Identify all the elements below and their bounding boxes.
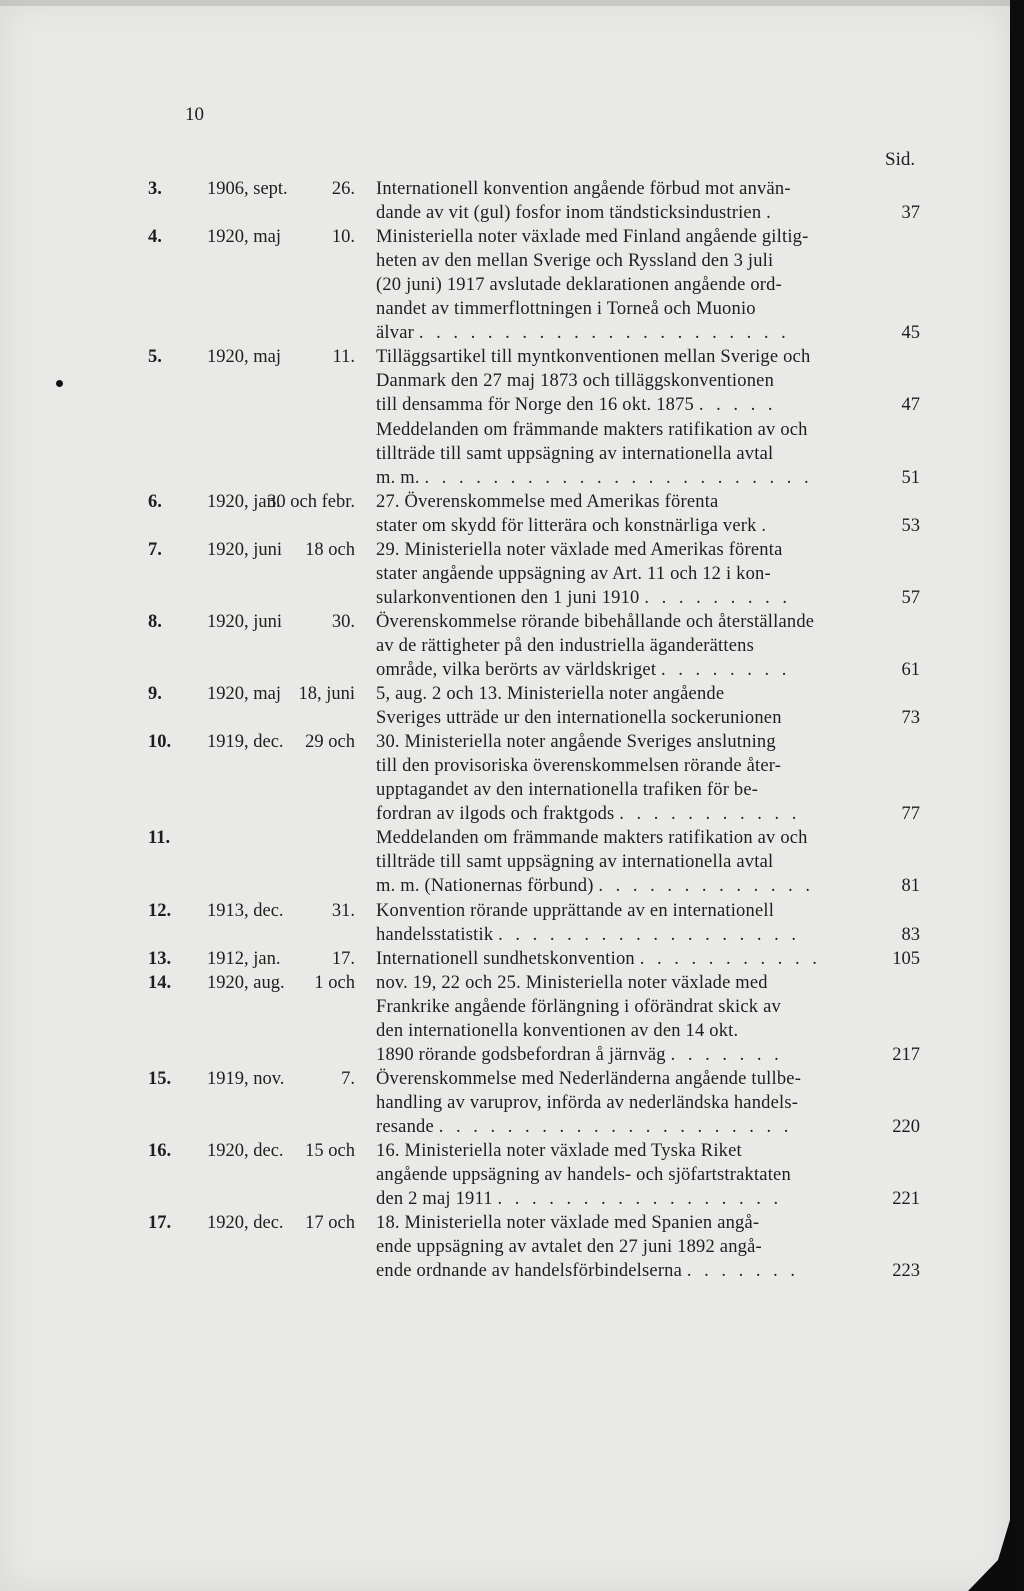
entry-number: 13. — [148, 949, 172, 969]
entry-text — [376, 1163, 791, 1187]
entry-date-day: 7. — [341, 1069, 355, 1089]
toc-line — [0, 1211, 1010, 1235]
entry-date-day: 11. — [332, 347, 355, 367]
entry-date: 1919, nov. — [207, 1069, 285, 1089]
entry-number: 16. — [148, 1141, 172, 1161]
entry-text-content: älvar — [376, 323, 414, 343]
entry-number: 12. — [148, 901, 172, 921]
entry-text-content: heten av den mellan Sverige och Ryssland den 3 juli — [376, 251, 774, 271]
entry-text-content: upptagandet av den internationella trafiken för be- — [376, 780, 759, 800]
entry-date-day: 10. — [331, 227, 355, 247]
toc-line — [0, 321, 1010, 345]
entry-text — [376, 273, 782, 297]
entry-date-day: 29 och — [305, 732, 355, 752]
entry-date: 1912, jan. — [207, 949, 281, 969]
entry-text — [376, 321, 790, 345]
toc-line — [0, 562, 1010, 586]
leader-dots: . . . . . . . . . . . . . — [598, 876, 815, 896]
toc-line — [0, 1115, 1010, 1139]
entry-text — [376, 778, 758, 802]
toc-line — [0, 1259, 1010, 1283]
entry-text — [376, 490, 718, 514]
entry-text-content: 30. Ministeriella noter angående Sveriges anslutning — [376, 732, 776, 752]
toc-line — [0, 706, 1010, 730]
toc-line — [0, 369, 1010, 393]
toc-line — [0, 418, 1010, 442]
entry-text-content: till densamma för Norge den 16 okt. 1875 — [376, 395, 694, 415]
entry-text — [376, 682, 724, 706]
entry-number: 7. — [148, 540, 162, 560]
toc-line — [0, 778, 1010, 802]
entry-text — [376, 345, 810, 369]
entry-text — [376, 442, 773, 466]
entry-page-ref: 217 — [892, 1045, 920, 1065]
entry-date-day: 26. — [331, 179, 355, 199]
entry-text-content: Frankrike angående förlängning i oförändrat skick av — [376, 997, 781, 1017]
entry-text — [376, 947, 821, 971]
entry-text-content: Meddelanden om främmande makters ratifikation av och — [376, 828, 808, 848]
entry-text-content: 29. Ministeriella noter växlade med Amerikas förenta — [376, 540, 783, 560]
entry-text-content: 5, aug. 2 och 13. Ministeriella noter angående — [376, 684, 725, 704]
leader-dots: . . . . . . . . . . . . . . . . . — [497, 1189, 783, 1209]
entry-text-content: resande — [376, 1117, 434, 1137]
toc-line — [0, 995, 1010, 1019]
entry-date-day: 1 och — [314, 973, 355, 993]
entry-date-day: 30 och febr. — [267, 492, 355, 512]
toc-line — [0, 586, 1010, 610]
entry-text-content: Internationell sundhetskonvention — [376, 949, 635, 969]
entry-text — [376, 514, 766, 538]
entry-text-content: Sveriges utträde ur den internationella sockerunionen — [376, 708, 782, 728]
toc-line — [0, 514, 1010, 538]
toc-line — [0, 345, 1010, 369]
entry-text — [376, 418, 808, 442]
entry-number: 8. — [148, 612, 162, 632]
entry-text-content: Meddelanden om främmande makters ratifikation av och — [376, 420, 808, 440]
entry-date: 1920, juni — [207, 612, 283, 632]
entry-number: 4. — [148, 227, 162, 247]
leader-dots: . . . . . . . — [686, 1261, 800, 1281]
entry-date: 1920, maj — [207, 227, 281, 247]
entry-text — [376, 1259, 799, 1283]
toc-line — [0, 466, 1010, 490]
page-number: 10 — [185, 104, 204, 125]
entry-date: 1920, aug. — [207, 973, 285, 993]
entry-page-ref: 220 — [892, 1117, 920, 1137]
entry-number: 17. — [148, 1213, 172, 1233]
entry-number: 9. — [148, 684, 162, 704]
toc-line — [0, 947, 1010, 971]
entry-text-content: 27. Överenskommelse med Amerikas förenta — [376, 492, 719, 512]
toc-line — [0, 634, 1010, 658]
entry-date: 1920, juni — [207, 540, 283, 560]
entry-number: 11. — [148, 828, 171, 848]
entry-text — [376, 826, 808, 850]
entry-page-ref: 73 — [901, 708, 920, 728]
toc-line — [0, 1067, 1010, 1091]
entry-number: 15. — [148, 1069, 172, 1089]
entry-text-content: stater om skydd för litterära och konstnärliga verk . — [376, 516, 767, 536]
entry-page-ref: 61 — [901, 660, 920, 680]
entry-page-ref: 57 — [901, 588, 920, 608]
entry-date-day: 18 och — [305, 540, 355, 560]
leader-dots: . . . . . . . . . . . — [639, 949, 821, 969]
entry-date-day: 31. — [331, 901, 355, 921]
toc-line — [0, 923, 1010, 947]
entry-page-ref: 105 — [892, 949, 920, 969]
entry-text-content: tillträde till samt uppsägning av internationella avtal — [376, 444, 774, 464]
leader-dots: . . . . . . . . . . . . . . . . . . — [498, 925, 800, 945]
entry-text — [376, 1091, 798, 1115]
toc-line — [0, 201, 1010, 225]
entry-text-content: ende ordnande av handelsförbindelserna — [376, 1261, 683, 1281]
entry-text — [376, 177, 791, 201]
entry-text-content: Tilläggsartikel till myntkonventionen mellan Sverige och — [376, 347, 811, 367]
entry-text-content: (20 juni) 1917 avslutade deklarationen angående ord- — [376, 275, 782, 295]
entry-text-content: fordran av ilgods och fraktgods — [376, 804, 615, 824]
entry-date: 1913, dec. — [207, 901, 284, 921]
entry-text — [376, 730, 776, 754]
entry-text — [376, 995, 781, 1019]
entry-page-ref: 47 — [901, 395, 920, 415]
entry-text-content: m. m. (Nationernas förbund) — [376, 876, 594, 896]
scan-border — [1010, 0, 1024, 1591]
toc-line — [0, 225, 1010, 249]
entry-page-ref: 77 — [901, 804, 920, 824]
leader-dots: . . . . . . . . . . . . . . . . . . . . . . — [418, 323, 790, 343]
toc-line — [0, 442, 1010, 466]
entry-page-ref: 45 — [901, 323, 920, 343]
entry-text-content: sularkonventionen den 1 juni 1910 — [376, 588, 640, 608]
leader-dots: . . . . . . . . . . . . . . . . . . . . . . . — [424, 468, 813, 488]
entry-number: 6. — [148, 492, 162, 512]
entry-text-content: handling av varuprov, införda av nederländska handels- — [376, 1093, 799, 1113]
toc-line — [0, 1187, 1010, 1211]
entry-number: 10. — [148, 732, 172, 752]
entry-page-ref: 51 — [901, 468, 920, 488]
toc-line — [0, 658, 1010, 682]
entry-text — [376, 754, 781, 778]
leader-dots: . . . . . — [698, 395, 777, 415]
entry-page-ref: 223 — [892, 1261, 920, 1281]
entry-text — [376, 369, 774, 393]
entry-text-content: nandet av timmerflottningen i Torneå och Muonio — [376, 299, 756, 319]
entry-text — [376, 1235, 762, 1259]
entry-page-ref: 53 — [901, 516, 920, 536]
toc-line — [0, 826, 1010, 850]
entry-text-content: den internationella konventionen av den 14 okt. — [376, 1021, 739, 1041]
toc-line — [0, 297, 1010, 321]
entry-text — [376, 802, 800, 826]
entry-date: 1920, maj — [207, 684, 281, 704]
toc-line — [0, 1163, 1010, 1187]
entry-text-content: dande av vit (gul) fosfor inom tändsticksindustrien . — [376, 203, 771, 223]
entry-number: 3. — [148, 179, 162, 199]
entry-text-content: till den provisoriska överenskommelsen rörande åter- — [376, 756, 782, 776]
entry-date-day: 15 och — [305, 1141, 355, 1161]
entry-date: 1906, sept. — [207, 179, 288, 199]
entry-text — [376, 249, 773, 273]
toc-line — [0, 177, 1010, 201]
entry-text-content: Konvention rörande upprättande av en internationell — [376, 901, 775, 921]
entry-text — [376, 297, 756, 321]
toc-line — [0, 1235, 1010, 1259]
entry-text — [376, 634, 754, 658]
entry-date: 1920, dec. — [207, 1213, 284, 1233]
toc-line — [0, 682, 1010, 706]
entry-date: 1920, jan. — [207, 492, 281, 512]
entry-text — [376, 201, 771, 225]
toc-line — [0, 754, 1010, 778]
entry-text — [376, 1187, 782, 1211]
entry-text — [376, 874, 814, 898]
entry-text — [376, 1211, 759, 1235]
entry-text — [376, 1139, 742, 1163]
toc-line — [0, 490, 1010, 514]
entry-text — [376, 923, 800, 947]
entry-date-day: 17. — [331, 949, 355, 969]
leader-dots: . . . . . . . . . . . — [619, 804, 801, 824]
entry-text-content: 1890 rörande godsbefordran å järnväg — [376, 1045, 666, 1065]
entry-text — [376, 1115, 792, 1139]
toc-line — [0, 899, 1010, 923]
toc-line — [0, 538, 1010, 562]
entry-text-content: av de rättigheter på den industriella äganderättens — [376, 636, 754, 656]
toc-line — [0, 610, 1010, 634]
entry-text-content: Överenskommelse med Nederländerna angående tullbe- — [376, 1069, 802, 1089]
entry-page-ref: 221 — [892, 1189, 920, 1209]
entry-text — [376, 1067, 801, 1091]
entry-page-ref: 81 — [901, 876, 920, 896]
page-top-edge — [0, 0, 1010, 6]
toc-line — [0, 393, 1010, 417]
entry-text — [376, 1043, 783, 1067]
entry-date-day: 17 och — [305, 1213, 355, 1233]
entry-text-content: Ministeriella noter växlade med Finland angående giltig- — [376, 227, 809, 247]
toc-line — [0, 249, 1010, 273]
entry-text — [376, 610, 814, 634]
toc-line — [0, 273, 1010, 297]
page-corner-fold — [968, 1520, 1010, 1591]
entry-text-content: Internationell konvention angående förbud mot använ- — [376, 179, 791, 199]
entry-text — [376, 586, 791, 610]
entry-text — [376, 538, 782, 562]
entry-text — [376, 466, 813, 490]
page-column-header: Sid. — [885, 149, 916, 170]
toc-line — [0, 730, 1010, 754]
entry-text-content: den 2 maj 1911 — [376, 1189, 493, 1209]
leader-dots: . . . . . . . . . — [644, 588, 791, 608]
entry-text — [376, 850, 773, 874]
leader-dots: . . . . . . . . . . . . . . . . . . . . . — [438, 1117, 793, 1137]
toc-line — [0, 1019, 1010, 1043]
entry-page-ref: 83 — [901, 925, 920, 945]
entry-text-content: stater angående uppsägning av Art. 11 och 12 i kon- — [376, 564, 771, 584]
entry-text-content: angående uppsägning av handels- och sjöfartstraktaten — [376, 1165, 791, 1185]
entry-text-content: område, vilka berörts av världskriget — [376, 660, 657, 680]
toc-line — [0, 874, 1010, 898]
leader-dots: . . . . . . . . — [661, 660, 791, 680]
toc-line — [0, 1091, 1010, 1115]
entry-text-content: 16. Ministeriella noter växlade med Tyska Riket — [376, 1141, 742, 1161]
toc-line — [0, 1139, 1010, 1163]
entry-text-content: handelsstatistik — [376, 925, 494, 945]
entry-date-day: 30. — [331, 612, 355, 632]
entry-text-content: Danmark den 27 maj 1873 och tilläggskonventionen — [376, 371, 775, 391]
entry-text — [376, 225, 808, 249]
entry-number: 5. — [148, 347, 162, 367]
entry-date-day: 18, juni — [298, 684, 355, 704]
entry-text-content: m. m. — [376, 468, 420, 488]
entry-text — [376, 971, 768, 995]
entry-text — [376, 658, 790, 682]
leader-dots: . . . . . . . — [670, 1045, 783, 1065]
entry-text — [376, 393, 776, 417]
entry-text-content: nov. 19, 22 och 25. Ministeriella noter växlade med — [376, 973, 768, 993]
entry-date: 1920, dec. — [207, 1141, 284, 1161]
entry-text-content: 18. Ministeriella noter växlade med Spanien angå- — [376, 1213, 760, 1233]
entry-text — [376, 562, 771, 586]
toc-line — [0, 1043, 1010, 1067]
entry-text — [376, 899, 774, 923]
entry-text-content: Överenskommelse rörande bibehållande och återställande — [376, 612, 815, 632]
entry-page-ref: 37 — [901, 203, 920, 223]
toc-line — [0, 971, 1010, 995]
entry-text — [376, 1019, 738, 1043]
toc-line — [0, 802, 1010, 826]
entry-text — [376, 706, 782, 730]
toc-line — [0, 850, 1010, 874]
entry-text-content: ende uppsägning av avtalet den 27 juni 1892 angå- — [376, 1237, 762, 1257]
entry-date: 1920, maj — [207, 347, 281, 367]
entry-date: 1919, dec. — [207, 732, 284, 752]
entry-text-content: tillträde till samt uppsägning av internationella avtal — [376, 852, 774, 872]
entry-number: 14. — [148, 973, 172, 993]
